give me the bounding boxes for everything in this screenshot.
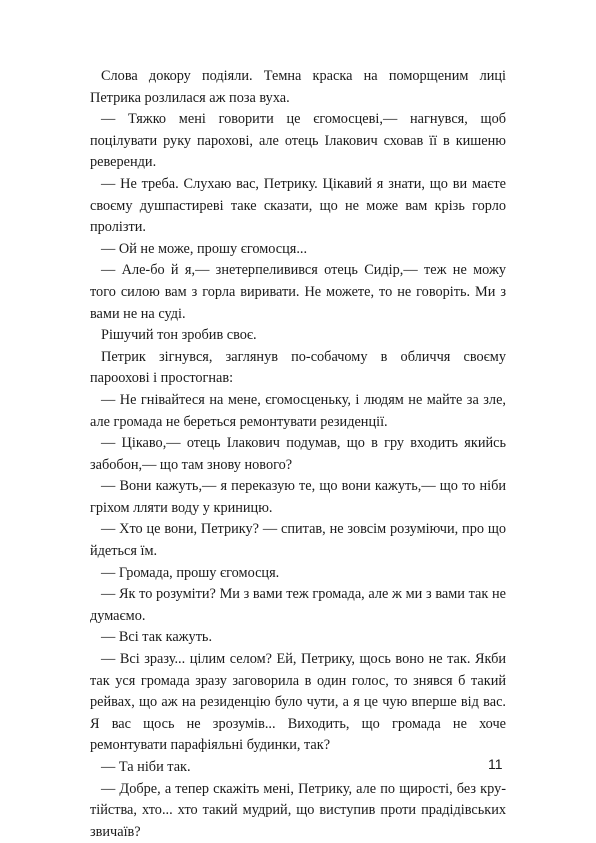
paragraph: Петрик зігнувся, заглянув по-собачому в обличчя своєму пароохові і простогнав: — [90, 348, 506, 387]
paragraph: — Ой не може, прошу єгомосця... — [101, 240, 308, 257]
paragraph: — Та ніби так. — [101, 759, 191, 775]
paragraph: — Добре, а тепер скажіть мені, Петрику, але по щирості, без крутійства, хто... хто такий мудрий, що виступив проти прадідівських звичаїв? — [90, 780, 506, 840]
paragraph: Рішучий тон зробив своє. — [101, 327, 257, 344]
paragraph: — Тяжко мені говорити це єгомосцеві,— нагнувся, щоб поцілувати руку парохові, але отець Ілакович сховав її в кишеню реверенди. — [90, 111, 506, 171]
paragraph: — Всі зразу... цілим селом? Ей, Петрику, щось воно не так. Якби так уся громада зразу заговорила в один голос, то знявся б такий рейвах, що аж на резиденцію було чути, а я це чую вперше від вас. Я вас щось не зрозумів... Виходить, що громада не хоче ремонтувати парафіяльні будинки, так? — [90, 651, 506, 754]
paragraph: Слова докору подіяли. Темна краска на поморщеним лиці Петрика розлилася аж поза вуха. — [90, 68, 506, 106]
paragraph: — Не треба. Слухаю вас, Петрику. Цікавий я знати, що ви маєте своєму душпастиреві таке сказати, що не може вам крізь горло пролізти. — [90, 175, 506, 236]
paragraph: — Не гнівайтеся на мене, єгомосценьку, і людям не майте за зле, але громада не береться ремонтувати резиденції. — [90, 391, 506, 430]
paragraph: — Громада, прошу єгомосця. — [101, 564, 280, 581]
paragraph: — Вони кажуть,— я переказую те, що вони кажуть,— що то ніби гріхом лляти воду у криницю. — [90, 478, 506, 516]
page-number: 11 — [488, 756, 503, 772]
paragraph: — Цікаво,— отець Ілакович подумав, що в гру входить якийсь забобон,— що там знову нового? — [90, 435, 506, 473]
page-body — [90, 66, 506, 843]
paragraph: — Всі так кажуть. — [101, 629, 213, 646]
paragraph: — Але-бо й я,— знетерпеливився отець Сидір,— теж не можу того силою вам з горла виривати. Не можете, то не говоріть. Ми з вами не на суді. — [90, 262, 506, 322]
paragraph: — Як то розуміти? Ми з вами теж громада, але ж ми з вами так не думаємо. — [90, 586, 506, 624]
paragraph: — Хто це вони, Петрику? — спитав, не зовсім розуміючи, про що йдеться їм. — [90, 521, 506, 560]
